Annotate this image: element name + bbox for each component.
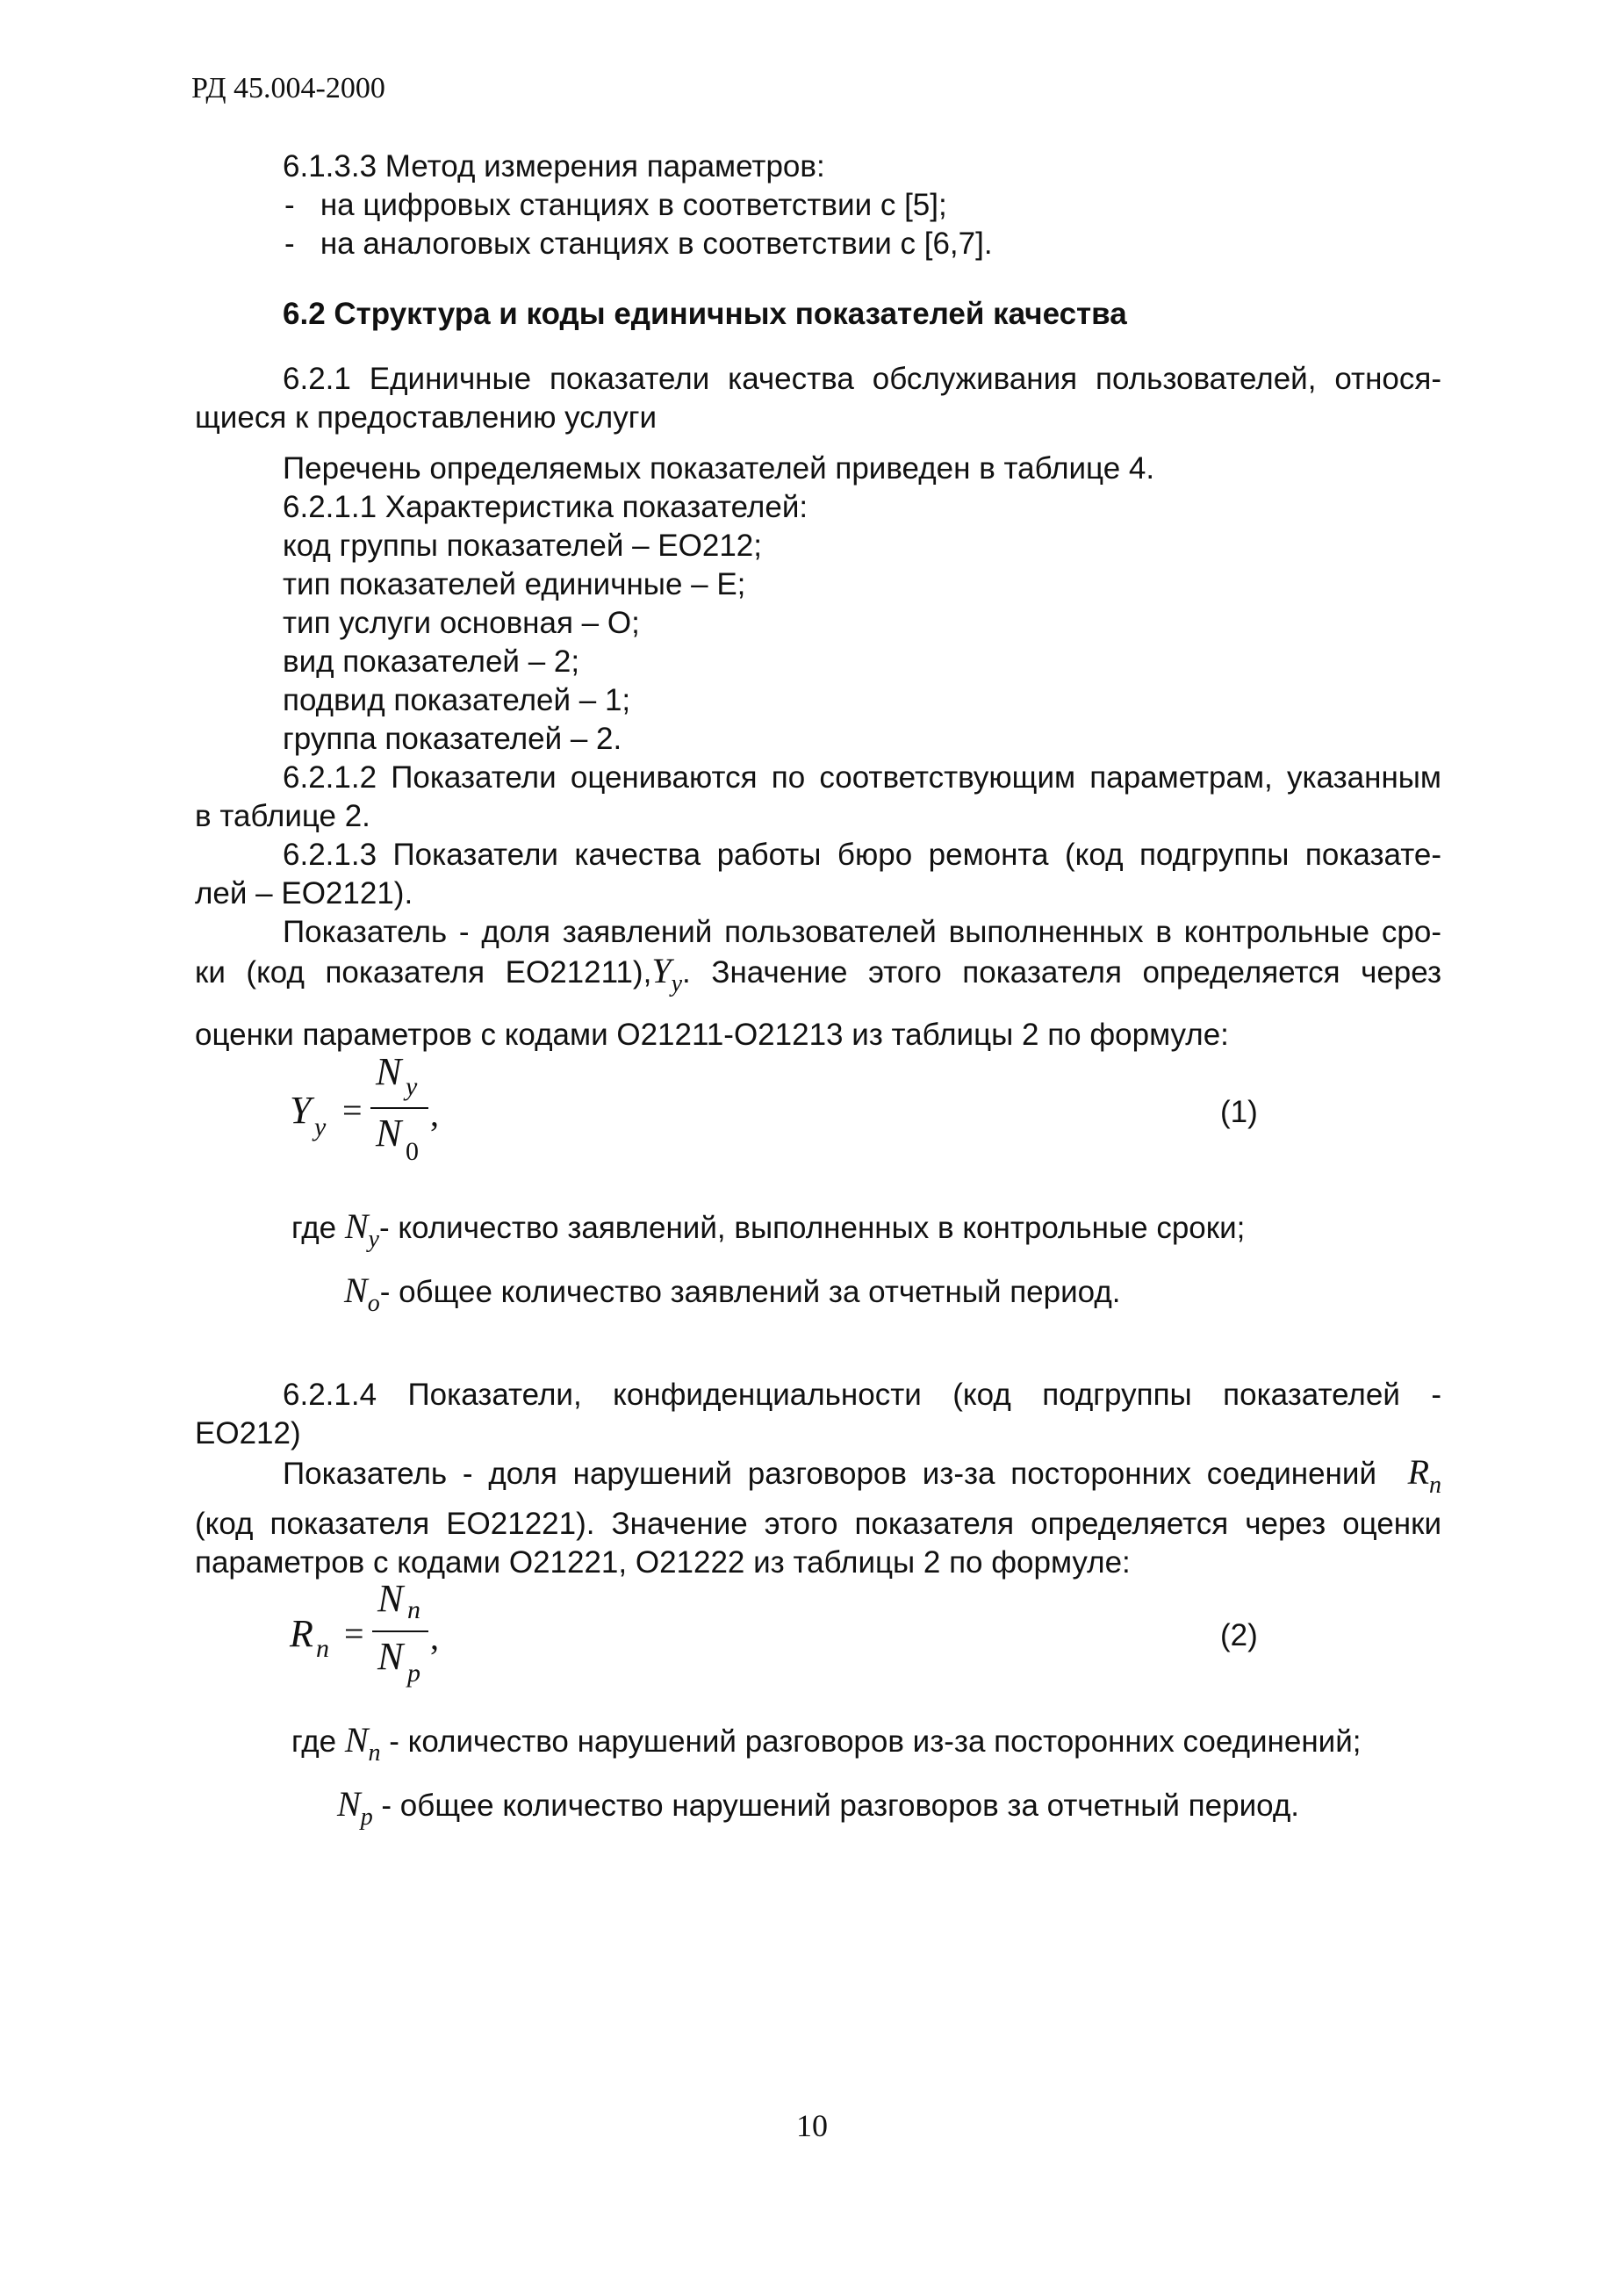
formula-1-denominator-sub: 0	[406, 1137, 419, 1166]
char-type: тип показателей единичные – Е;	[283, 567, 746, 601]
where-ny	[195, 1207, 1441, 1259]
document-code-header: РД 45.004-2000	[191, 72, 385, 104]
document-body-cont-1	[195, 1207, 1441, 1582]
formula-2-equals: =	[344, 1614, 364, 1653]
section-621-line1: 6.2.1 Единичные показатели качества обслуживания пользователей, относя-	[283, 362, 1441, 396]
var-Y: Y	[651, 951, 672, 990]
formula-2-numerator: N	[377, 1577, 404, 1620]
char-group-code: код группы показателей – ЕО212;	[283, 529, 762, 563]
formula-1-fraction-bar	[370, 1107, 428, 1109]
indicator-2-line3: параметров с кодами О21221, О21222 из таблицы 2 по формуле:	[195, 1545, 1131, 1580]
document-body-cont-2	[195, 1721, 1441, 1837]
formula-2-denominator: N	[377, 1635, 404, 1678]
var-N-sub: y	[368, 1226, 379, 1253]
indicator-1-line3: оценки параметров с кодами О21211-О21213 из таблицы 2 по формуле:	[195, 1018, 1229, 1052]
var-N: N	[344, 1270, 368, 1310]
list-item-text: на аналоговых станциях в соответствии с [6,7].	[320, 227, 993, 261]
section-6212-line1: 6.2.1.2 Показатели оцениваются по соответствующим параметрам, указанным	[283, 760, 1441, 795]
indicator-2-line1	[195, 1453, 1441, 1505]
formula-2-comma: ,	[430, 1617, 439, 1657]
where-np-text: - общее количество нарушений разговоров за отчетный период.	[381, 1789, 1299, 1823]
indicator-2-line2: (код показателя ЕО21221). Значение этого показателя определяется через оценки	[195, 1507, 1441, 1541]
dash-marker: -	[284, 188, 320, 222]
formula-2-lhs-sub: n	[316, 1634, 329, 1663]
list-item	[195, 225, 1441, 263]
section-6214-line2: ЕО212)	[195, 1416, 301, 1450]
page-number: 10	[796, 2108, 828, 2143]
indicator-1-line2	[195, 952, 1441, 1004]
section-6133-title: 6.1.3.3 Метод измерения параметров:	[283, 149, 825, 184]
indicator-1-code-text: ки (код показателя ЕО21211),	[195, 955, 652, 990]
char-kind: вид показателей – 2;	[283, 644, 580, 679]
section-6211-title: 6.2.1.1 Характеристика показателей:	[283, 490, 808, 524]
formula-2-numerator-sub: n	[407, 1595, 420, 1624]
formula-2	[290, 1576, 1273, 1708]
indicator-2-text: Показатель - доля нарушений разговоров из-за посторонних соединений	[283, 1457, 1376, 1491]
formula-1-denominator: N	[376, 1112, 402, 1155]
formula-2-lhs: R	[290, 1612, 313, 1655]
indicator-1-line1: Показатель - доля заявлений пользователей выполненных в контрольные сро-	[283, 915, 1441, 949]
section-62-heading: 6.2 Структура и коды единичных показателей качества	[283, 297, 1127, 331]
formula-2-number: (2)	[1220, 1618, 1258, 1652]
char-subkind: подвид показателей – 1;	[283, 683, 631, 717]
formula-1-number: (1)	[1220, 1095, 1258, 1129]
section-621-line2: щиеся к предоставлению услуги	[195, 400, 658, 435]
section-6212-line2: в таблице 2.	[195, 799, 370, 833]
var-R: R	[1407, 1452, 1430, 1492]
char-group: группа показателей – 2.	[283, 722, 622, 756]
document-body	[195, 148, 1441, 1055]
dash-marker: -	[284, 227, 320, 261]
list-item-text: на цифровых станциях в соответствии с [5];	[320, 188, 947, 222]
where-lead: где	[291, 1211, 337, 1245]
where-nn	[195, 1721, 1441, 1773]
section-6213-line1: 6.2.1.3 Показатели качества работы бюро ремонта (код подгруппы показате-	[283, 838, 1441, 872]
formula-2-denominator-sub: p	[407, 1659, 420, 1688]
where-no	[195, 1271, 1441, 1323]
table-reference: Перечень определяемых показателей приведен в таблице 4.	[283, 451, 1155, 486]
var-N-sub: p	[360, 1803, 373, 1831]
section-6214-line1: 6.2.1.4 Показатели, конфиденциальности (код подгруппы показателей -	[283, 1378, 1441, 1412]
formula-1-numerator: N	[376, 1050, 402, 1093]
formula-1-lhs: Y	[290, 1089, 312, 1132]
where-np	[195, 1785, 1441, 1837]
formula-1-lhs-sub: y	[314, 1112, 327, 1141]
var-R-sub: n	[1429, 1472, 1442, 1499]
list-item	[195, 186, 1441, 225]
formula-1-numerator-sub: y	[406, 1072, 418, 1101]
where-no-text: - общее количество заявлений за отчетный период.	[379, 1275, 1121, 1309]
char-service: тип услуги основная – О;	[283, 606, 640, 640]
var-Y-sub: y	[671, 970, 683, 997]
where-ny-text: - количество заявлений, выполненных в контрольные сроки;	[378, 1211, 1246, 1245]
indicator-1-desc-text: Значение этого показателя определяется через	[711, 955, 1442, 990]
var-N-sub: o	[367, 1290, 380, 1317]
var-N: N	[344, 1720, 369, 1760]
var-Y-trail: .	[682, 955, 691, 990]
var-N: N	[344, 1206, 369, 1246]
var-N-sub: n	[368, 1739, 381, 1767]
formula-2-fraction-bar	[372, 1630, 428, 1632]
var-N: N	[337, 1784, 361, 1824]
formula-1-equals: =	[342, 1091, 363, 1130]
formula-1	[290, 1049, 1273, 1181]
formula-1-comma: ,	[430, 1094, 439, 1134]
where-lead: где	[291, 1724, 337, 1759]
where-nn-text: - количество нарушений разговоров из-за посторонних соединений;	[389, 1724, 1362, 1759]
section-6213-line2: лей – ЕО2121).	[195, 876, 413, 911]
